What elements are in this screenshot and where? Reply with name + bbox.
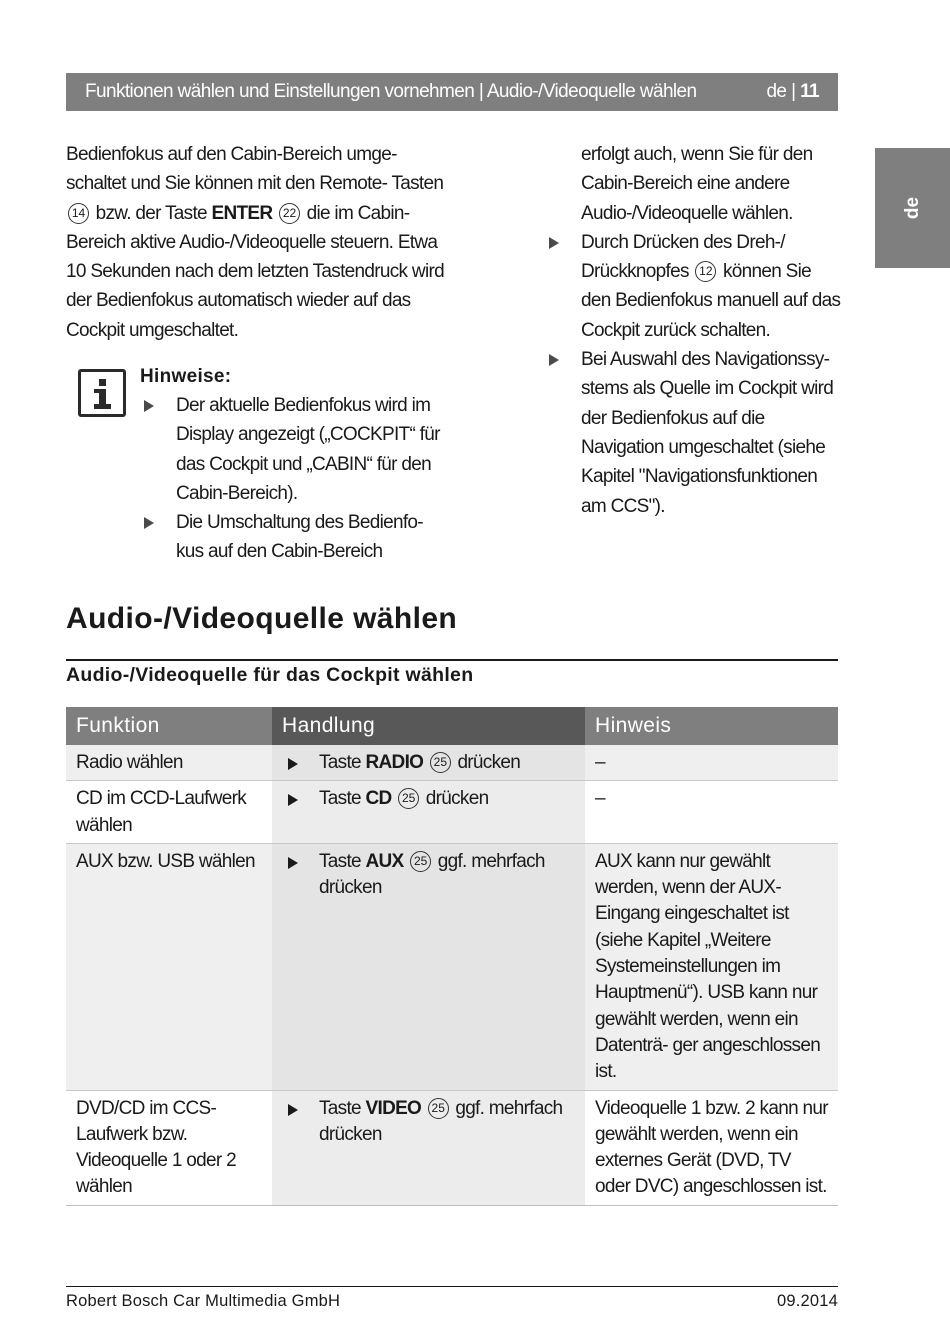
source-table [66, 707, 838, 1206]
cell-funktion: CD im CCD-Laufwerk wählen [66, 781, 272, 844]
action-text: ggf. mehrfach drücken [319, 1097, 563, 1145]
right-column [545, 140, 845, 521]
cell-handlung [272, 843, 585, 1090]
action-text: Taste [319, 752, 361, 773]
intro-paragraph [66, 140, 446, 345]
bullet-arrow-icon [288, 758, 298, 770]
bullet-arrow-icon [549, 354, 559, 366]
key-name: VIDEO [365, 1097, 422, 1119]
continuation-text: erfolgt auch, wenn Sie für den Cabin-Bereich eine andere Audio-/Videoquelle wählen. [581, 144, 813, 224]
callout-number: 25 [428, 1098, 449, 1119]
page-header [66, 73, 838, 111]
table-row [66, 1090, 838, 1205]
table-row [66, 781, 838, 844]
key-name: CD [365, 788, 392, 810]
bullet-arrow-icon [288, 1104, 298, 1116]
bullet-arrow-icon [144, 517, 154, 529]
language-tab [875, 148, 950, 268]
footer-date: 09.2014 [776, 1292, 838, 1310]
section-title: Audio-/Videoquelle wählen [66, 602, 458, 635]
callout-number: 25 [430, 752, 451, 773]
section-divider [66, 659, 838, 661]
cell-handlung [272, 1090, 585, 1205]
action-text: Taste [319, 850, 361, 872]
page-number [766, 73, 819, 111]
cell-funktion: DVD/CD im CCS-Laufwerk bzw. Videoquelle 1 oder 2 wählen [66, 1090, 272, 1205]
table-header-handlung: Handlung [272, 707, 585, 745]
footer-divider [66, 1286, 838, 1287]
cell-hinweis: Videoquelle 1 bzw. 2 kann nur gewählt werden, wenn ein externes Gerät (DVD, TV oder DVC) angeschlossen ist. [585, 1090, 838, 1205]
subsection-title: Audio-/Videoquelle für das Cockpit wählen [66, 664, 474, 686]
header-separator: | [791, 81, 796, 102]
cell-hinweis: – [585, 781, 838, 844]
right-bullet-text-a: Durch Drücken des Dreh-/ Drückknopfes [581, 231, 785, 283]
right-bullet [545, 345, 845, 521]
cell-handlung [272, 745, 585, 781]
intro-text-b: bzw. der Taste [95, 202, 207, 224]
cell-hinweis: – [585, 745, 838, 781]
action-text: ggf. mehrfach drücken [319, 850, 545, 899]
callout-number: 12 [695, 261, 716, 282]
header-page: 11 [800, 81, 819, 102]
note-bullet [140, 508, 450, 567]
table-header-funktion: Funktion [66, 707, 272, 745]
key-name: AUX [365, 850, 404, 872]
callout-number: 22 [279, 203, 300, 224]
action-text: drücken [425, 788, 489, 810]
header-lang: de [766, 81, 787, 102]
note-body [140, 362, 450, 567]
key-name: ENTER [211, 202, 273, 224]
right-bullet-text-b: können Sie den Bedienfokus manuell auf das Cockpit zurück schalten. [581, 261, 841, 341]
intro-text-c: die im Cabin-Bereich aktive Audio-/Videoquelle steuern. Etwa 10 Sekunden nach dem letzten Tastendruck wird der Bedienfokus automatisch wieder auf das Cockpit umgeschaltet. [66, 202, 444, 341]
note-bullet [140, 391, 450, 508]
language-tab-label: de [901, 196, 923, 220]
action-text: Taste [319, 1097, 361, 1119]
action-text: Taste [319, 788, 361, 810]
bullet-arrow-icon [288, 794, 298, 806]
table-header-hinweis: Hinweis [585, 707, 838, 745]
header-title: Funktionen wählen und Einstellungen vornehmen | Audio-/Videoquelle wählen [85, 81, 697, 102]
cell-handlung [272, 781, 585, 844]
footer-company: Robert Bosch Car Multimedia GmbH [66, 1292, 341, 1310]
callout-number: 25 [398, 788, 419, 809]
cell-funktion: Radio wählen [66, 745, 272, 781]
bullet-arrow-icon [288, 857, 298, 869]
note-bullet-text: Die Umschaltung des Bedienfo- kus auf den Cabin-Bereich [176, 512, 423, 563]
cell-funktion: AUX bzw. USB wählen [66, 843, 272, 1090]
cell-hinweis: AUX kann nur gewählt werden, wenn der AUX-Eingang eingeschaltet ist (siehe Kapitel „Weitere Systemeinstellungen im Hauptmenü“). USB kann nur gewählt werden, wenn ein Datenträ- ger angeschlossen ist. [585, 843, 838, 1090]
right-bullet-text: Bei Auswahl des Navigationssy- stems als Quelle im Cockpit wird der Bedienfokus auf die Navigation umgeschaltet (siehe Kapitel "Navigationsfunktionen am CCS"). [581, 349, 834, 517]
info-icon [78, 369, 126, 417]
callout-number: 25 [410, 851, 431, 872]
action-text: drücken [457, 752, 521, 773]
page-footer [66, 1292, 838, 1311]
table-row [66, 745, 838, 781]
table-header-row [66, 707, 838, 745]
note-bullet-text: Der aktuelle Bedienfokus wird im Display angezeigt („COCKPIT“ für das Cockpit und „CABIN“ für den Cabin-Bereich). [176, 395, 440, 504]
key-name: RADIO [365, 752, 424, 773]
right-bullet [545, 228, 845, 345]
left-column [66, 140, 446, 345]
bullet-arrow-icon [549, 237, 559, 249]
note-title: Hinweise: [140, 366, 232, 387]
bullet-arrow-icon [144, 400, 154, 412]
callout-number: 14 [68, 203, 89, 224]
intro-text-a: Bedienfokus auf den Cabin-Bereich umge- schaltet und Sie können mit den Remote- Tasten [66, 144, 444, 195]
table-row [66, 843, 838, 1090]
